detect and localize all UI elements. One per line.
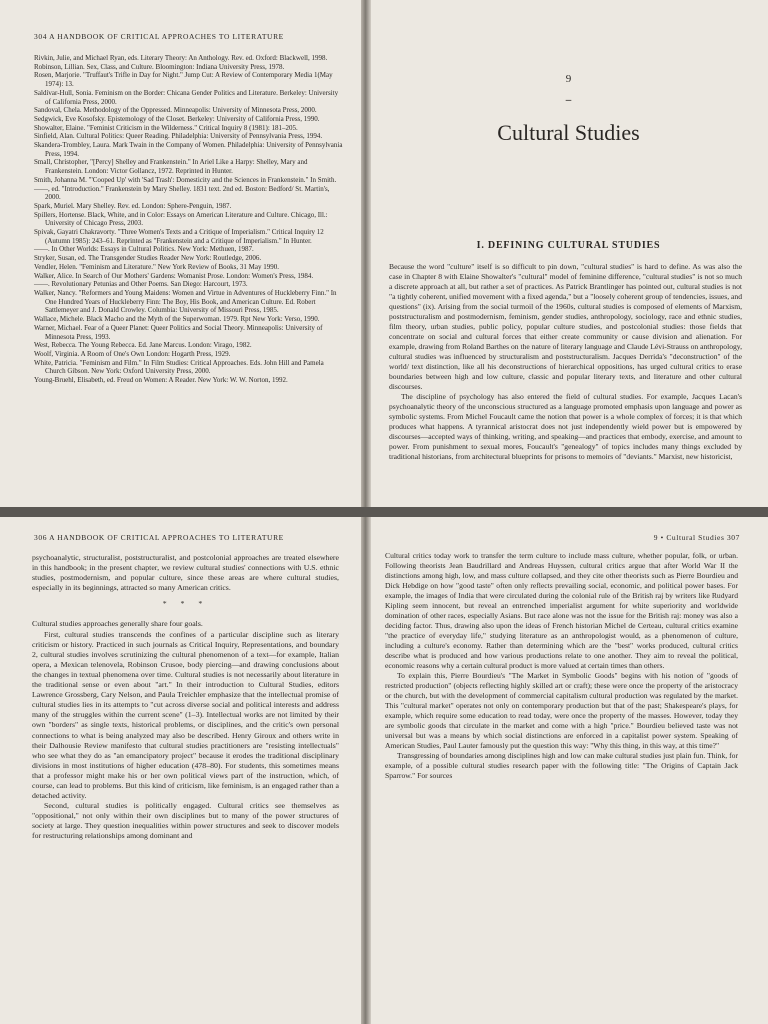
reference-entry: Smith, Johanna M. "'Cooped Up' with 'Sad Trash': Domesticity and the Sciences in Frankenstein." In Smith. (34, 175, 337, 184)
chapter-title: Cultural Studies (497, 120, 640, 145)
section-heading: I. DEFINING CULTURAL STUDIES (476, 240, 661, 251)
page-306 (0, 517, 363, 1024)
references-list (34, 54, 343, 385)
running-head: 304 A HANDBOOK OF CRITICAL APPROACHES TO LITERATURE (34, 32, 284, 41)
body-text (389, 262, 742, 462)
reference-entry: Small, Christopher, "[Percy] Shelley and Frankenstein." In Ariel Like a Harpy: Shelley, Mary and Frankenstein. London: Victor Gollancz, 1972. Reprinted in Hunter. (34, 158, 308, 176)
paragraph: Because the word "culture" itself is so difficult to pin down, "cultural studies" is hard to define. As was also the case in Chapter 8 with Elaine Showalter's "cultural" model of feminine difference, "cultural studies" is not so much a discrete approach at all, but rather a set of practices. As Patrick Brantlinger has pointed out, cultural studies is not "a tightly coherent, unified movement with a fixed agenda," but a "loosely coherent group of tendencies, issues, and questions" (ix). Arising from the social turmoil of the 1960s, cultural studies is composed of elements of Marxism, poststructuralism and postmodernism, feminism, gender studies, anthropology, sociology, race and ethnic studies, film theory, urban studies, public policy, popular culture studies, and postcolonial studies: those fields that concentrate on social and cultural forces that either create community or cause division and alienation. For example, drawing from Roland Barthes on the nature of literary language and Claude Lévi-Strauss on anthropology, cultural studies was influenced by structuralism and poststructuralism. Jacques Derrida's "deconstruction" of the world/ text distinction, like all his deconstructions of hierarchical oppositions, has urged cultural critics to erase boundaries between high and low culture, classic and popular literary texts, and literature and other cultural discourses. (389, 262, 742, 391)
page-305 (369, 0, 768, 507)
paragraph: To explain this, Pierre Bourdieu's "The Market in Symbolic Goods" begins with his notion of "goods of restricted production" (objects reflecting highly skilled art or craft); these were once the property of the aristocracy or the church, but with the development of commercial capitalism cultural production was regulated by the market. This "cultural market" operates not only on contemporary production but that of the past; Shakespeare's plays, for example, which require some education to read today, were once the property of the masses. However, today they are symbolic goods that circulate in the market and come with a high "price." Bourdieu believed taste was not universal but was a means by which social distinctions are enforced in a capitalist power system. Speaking of American Studies, Paul Lauter famously put the question this way: "Why this thing, in this way, at this time?" (385, 671, 738, 750)
reference-entry: Showalter, Elaine. "Feminist Criticism in the Wilderness." Critical Inquiry 8 (1981): 181–205. (34, 123, 298, 132)
reference-entry: Walker, Nancy. "Reformers and Young Maidens: Women and Virtue in Adventures of Huckleberry Finn." In One Hundred Years of Huckleberry Finn: The Boy, His Book, and American Culture. Ed. Robert Sattlemeyer and J. Donald Crowley. Columbia: University of Missouri Press, 1985. (34, 288, 337, 315)
paragraph: psychoanalytic, structuralist, poststructuralist, and postcolonial approaches are treated elsewhere in this handbook; in the present chapter, we review cultural studies' connections with U.S. ethnic studies, postmodernism, and popular culture, since these areas are where cultural studies, especially in its beginnings, attracted so many American critics. (32, 553, 339, 593)
reference-entry: Spillers, Hortense. Black, White, and in Color: Essays on American Literature and Culture. Chicago, Ill.: University of Chicago Press, 2003. (34, 210, 328, 228)
page-307 (369, 517, 768, 1024)
reference-entry: Saldívar-Hull, Sonia. Feminism on the Border: Chicana Gender Politics and Literature. Berkeley: University of California Press, 2000. (34, 88, 339, 106)
reference-entry: Woolf, Virginia. A Room of One's Own London: Hogarth Press, 1929. (34, 349, 231, 358)
reference-entry: Sedgwick, Eve Kosofsky. Epistemology of the Closet. Berkeley: University of California Press, 1990. (34, 114, 320, 123)
running-head: 9 • Cultural Studies 307 (653, 533, 740, 542)
reference-entry: Spark, Muriel. Mary Shelley. Rev. ed. London: Sphere-Penguin, 1987. (34, 201, 232, 210)
reference-entry: Vendler, Helen. "Feminism and Literature." New York Review of Books, 31 May 1990. (34, 262, 279, 271)
paragraph: Second, cultural studies is politically engaged. Cultural critics see themselves as "oppositional," not only within their own disciplines but to many of the power structures of society at large. They question inequalities within power structures and seek to discover models for restructuring relationships among dominant and (32, 801, 339, 841)
chapter-ornament: – (565, 94, 572, 106)
book-gutter (361, 517, 371, 1024)
paragraph: Transgressing of boundaries among disciplines high and low can make cultural studies just plain fun. Think, for example, of a possible cultural studies research paper with the following title: "The Origins of Captain Jack Sparrow." For sources (385, 751, 738, 780)
reference-entry: Skandera-Trombley, Laura. Mark Twain in the Company of Women. Philadelphia: University of Pennsylvania Press, 1994. (34, 141, 343, 158)
paragraph: Cultural critics today work to transfer the term culture to include mass culture, whether popular, folk, or urban. Following theorists Jean Baudrillard and Andreas Huyssen, cultural critics argue that after World War II the distinctions among high, low, and mass culture collapsed, and they cite other theorists such as Pierre Bourdieu and Dick Hebdige on how "good taste" often only reflects prevailing social, economic, and political power bases. For example, the images of India that were circulated during the colonial rule of the British raj by writers like Rudyard Kipling seem innocent, but reveal an entrenched imperialist argument for white superiority and worldwide domination of other races, especially Asians. But race alone was not the issue for the British raj: money was also a deciding factor. Thus, drawing also upon the ideas of French historian Michel de Certeau, cultural critics examine "the practice of everyday life," studying literature as an anthropologist would, as a phenomenon of culture, including a culture's economy. Rather than determining which are the "best" works produced, cultural critics describe what is produced and how various productions relate to one another. They aim to reveal the political, economic reasons why a certain cultural product is more valued at certain times than others. (385, 551, 738, 670)
reference-entry: Rivkin, Julie, and Michael Ryan, eds. Literary Theory: An Anthology. Rev. ed. Oxford: Blackwell, 1998. (34, 54, 328, 62)
photo-separator (0, 507, 768, 517)
section-break: * * * (162, 599, 209, 609)
bottom-spread (0, 517, 768, 1024)
reference-entry: West, Rebecca. The Young Rebecca. Ed. Jane Marcus. London: Virago, 1982. (34, 341, 252, 350)
reference-entry: Walker, Alice. In Search of Our Mothers' Gardens: Womanist Prose. London: Women's Press, 1984. (34, 271, 314, 280)
reference-entry: ——, ed. "Introduction." Frankenstein by Mary Shelley. 1831 text. 2nd ed. Boston: Bedford/ St. Martin's, 2000. (34, 184, 330, 202)
reference-entry: Sinfield, Alan. Cultural Politics: Queer Reading. Philadelphia: University of Pennsylvania Press, 1994. (34, 132, 323, 141)
paragraph: The discipline of psychology has also entered the field of cultural studies. For example, Jacques Lacan's psychoanalytic theory of the unconscious structured as a language promoted emphasis upon language and power as symbolic systems. From Michel Foucault came the notion that power is a whole complex of forces; it is that which produces what happens. A tyrannical aristocrat does not just independently wield power but is empowered by discourses—accepted ways of thinking, writing, and speaking—and practices that embody, exercise, and amount to power. From punishment to sexual mores, Foucault's "genealogy" of topics includes many things excluded by traditional historians, from architectural blueprints for prisons to memoirs of "deviants." Marxist, new historicist, (389, 392, 742, 461)
running-head: 306 A HANDBOOK OF CRITICAL APPROACHES TO LITERATURE (34, 533, 284, 542)
reference-entry: ——. Revolutionary Petunias and Other Poems. San Diego: Harcourt, 1973. (34, 280, 248, 289)
reference-entry: Sandoval, Chela. Methodology of the Oppressed. Minneapolis: University of Minnesota Press, 2000. (34, 106, 317, 115)
reference-entry: Robinson, Lillian. Sex, Class, and Culture. Bloomington: Indiana University Press, 1978. (34, 62, 285, 71)
reference-entry: Young-Bruehl, Elisabeth, ed. Freud on Women: A Reader. New York: W. W. Norton, 1992. (34, 376, 288, 385)
reference-entry: Wallace, Michele. Black Macho and the Myth of the Superwoman. 1979. Rpt New York: Verso, 1990. (34, 315, 320, 324)
reference-entry: Rosen, Marjorie. "Truffaut's Trifle in Day for Night." Jump Cut: A Review of Contemporary Media 1(May 1974): 13. (34, 71, 333, 89)
reference-entry: White, Patricia. "Feminism and Film." In Film Studies: Critical Approaches. Eds. John Hill and Pamela Church Gibson. New York: Oxford University Press, 2000. (34, 358, 324, 376)
reference-entry: Stryker, Susan, ed. The Transgender Studies Reader New York: Routledge, 2006. (34, 254, 262, 263)
book-gutter (361, 0, 371, 507)
reference-entry: ——. In Other Worlds: Essays in Cultural Politics. New York: Methuen, 1987. (34, 245, 254, 254)
page-304 (0, 0, 363, 507)
paragraph: First, cultural studies transcends the confines of a particular discipline such as literary criticism or history. Practiced in such journals as Critical Inquiry, Representations, and boundary 2, cultural studies involves scrutinizing the cultural phenomenon of a text—for example, Italian opera, a Mexican telenovela, Robinson Crusoe, body piercing—and drawing conclusions about the changes in textual phenomena over time. Cultural studies is not necessarily about literature in the traditional sense or even about "art." In their introduction to Cultural Studies, editors Lawrence Grossberg, Cary Nelson, and Paula Treichler emphasize that the intellectual promise of cultural studies lies in its attempts to "cut across diverse social and political interests and address many of the struggles within the current scene" (1–3). Intellectual works are not limited by their own "borders" as single texts, historical problems, or disciplines, and the critic's own personal connections to what is being analyzed may also be described. Henry Giroux and others write in their Dalhousie Review manifesto that cultural studies practitioners are "resisting intellectuals" who see what they do as "an emancipatory project" because it erodes the traditional disciplinary divisions in most institutions of higher education (478–80). For students, this sometimes means that a professor might make his or her own political views part of the instruction, which, of course, can lead to problems. But this kind of criticism, like feminism, is an engaged rather than a detached activity. (32, 629, 339, 801)
body-text (385, 551, 738, 781)
top-spread (0, 0, 768, 507)
paragraph: Cultural studies approaches generally share four goals. (32, 619, 203, 629)
reference-entry: Warner, Michael. Fear of a Queer Planet: Queer Politics and Social Theory. Minneapolis: University of Minnesota Press, 1993. (34, 323, 323, 341)
body-text (32, 553, 339, 842)
reference-entry: Spivak, Gayatri Chakravorty. "Three Women's Texts and a Critique of Imperialism." Critical Inquiry 12 (Autumn 1985): 243–61. Reprinted as "Frankenstein and a Critique of Imperialism." In Hunter. (34, 228, 324, 245)
chapter-number: 9 (565, 73, 572, 85)
